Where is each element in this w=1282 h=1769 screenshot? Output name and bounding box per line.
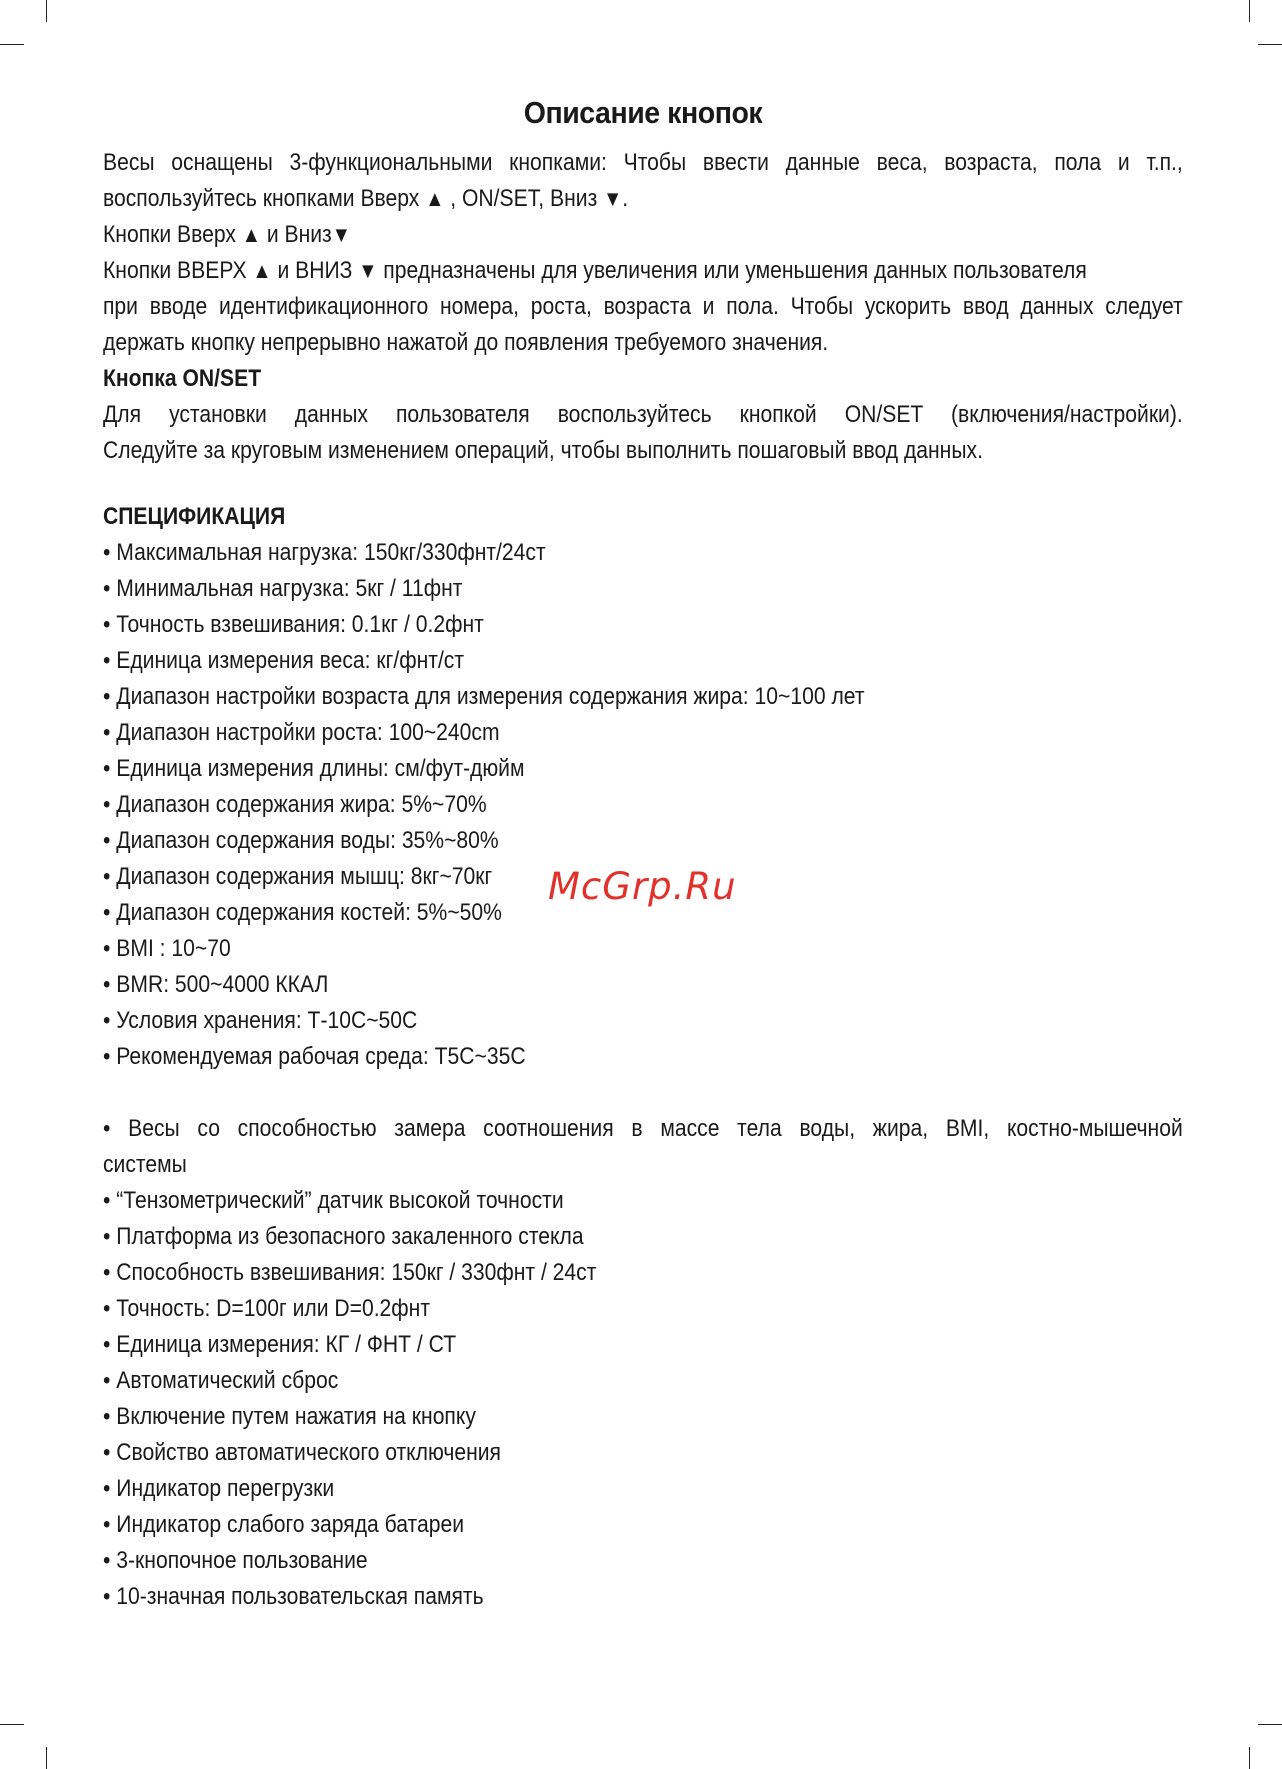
up-arrow-icon: ▲ <box>241 222 261 247</box>
list-item: • Диапазон настройки возраста для измерения содержания жира: 10~100 лет <box>103 683 865 710</box>
list-item: • BMI : 10~70 <box>103 935 231 962</box>
list-item: • Диапазон содержания мышц: 8кг~70кг <box>103 863 493 890</box>
list-item: • Включение путем нажатия на кнопку <box>103 1403 476 1430</box>
list-item: • “Тензометрический” датчик высокой точности <box>103 1187 564 1214</box>
down-arrow-icon: ▼ <box>331 222 351 247</box>
crop-mark <box>1249 1747 1250 1769</box>
list-item: • Условия хранения: Т-10С~50С <box>103 1007 418 1034</box>
list-item: • Максимальная нагрузка: 150кг/330фнт/24ст <box>103 539 546 566</box>
down-arrow-icon: ▼ <box>358 258 378 283</box>
crop-mark <box>46 1747 47 1769</box>
intro-line-2: воспользуйтесь кнопками Вверх ▲ , ON/SET, Вниз ▼. <box>103 185 629 212</box>
up-arrow-icon: ▲ <box>252 258 272 283</box>
list-item: • Индикатор перегрузки <box>103 1475 335 1502</box>
list-item: • Платформа из безопасного закаленного стекла <box>103 1223 584 1250</box>
spec-list <box>103 535 1183 1075</box>
list-item: • Точность: D=100г или D=0.2фнт <box>103 1295 431 1322</box>
list-item: • 3-кнопочное пользование <box>103 1547 368 1574</box>
list-item: • 10-значная пользовательская память <box>103 1583 484 1610</box>
up-arrow-icon: ▲ <box>425 186 445 211</box>
updown-line-2: при вводе идентификационного номера, роста, возраста и пола. Чтобы ускорить ввод данных следует <box>103 293 1183 320</box>
crop-mark <box>1258 1724 1282 1725</box>
crop-mark <box>1249 0 1250 22</box>
page-title: Описание кнопок <box>523 95 763 130</box>
crop-mark <box>46 0 47 22</box>
list-item: • Рекомендуемая рабочая среда: Т5С~35С <box>103 1043 526 1070</box>
features-list <box>103 1111 1183 1615</box>
list-item: • BMR: 500~4000 ККАЛ <box>103 971 329 998</box>
list-item: • Единица измерения длины: см/фут-дюйм <box>103 755 525 782</box>
down-arrow-icon: ▼ <box>603 186 623 211</box>
crop-mark <box>0 44 24 45</box>
list-item: • Единица измерения веса: кг/фнт/ст <box>103 647 465 674</box>
onset-line-1: Для установки данных пользователя воспользуйтесь кнопкой ON/SET (включения/настройки). <box>103 401 1183 428</box>
list-item: • Диапазон содержания жира: 5%~70% <box>103 791 487 818</box>
onset-heading: Кнопка ON/SET <box>103 365 262 392</box>
updown-line-1: Кнопки ВВЕРХ ▲ и ВНИЗ ▼ предназначены для увеличения или уменьшения данных пользователя <box>103 257 1087 284</box>
list-item: • Диапазон содержания костей: 5%~50% <box>103 899 502 926</box>
spec-heading: СПЕЦИФИКАЦИЯ <box>103 503 286 530</box>
list-item: • Способность взвешивания: 150кг / 330фнт / 24ст <box>103 1259 597 1286</box>
list-item: • Диапазон содержания воды: 35%~80% <box>103 827 499 854</box>
document-page <box>103 95 1183 1615</box>
list-item: • Точность взвешивания: 0.1кг / 0.2фнт <box>103 611 484 638</box>
onset-line-2: Следуйте за круговым изменением операций, чтобы выполнить пошаговый ввод данных. <box>103 437 983 464</box>
updown-heading: Кнопки Вверх ▲ и Вниз▼ <box>103 221 351 248</box>
list-item: • Весы со способностью замера соотношения в массе тела воды, жира, BMI, костно-мышечной <box>103 1115 1183 1142</box>
updown-line-3: держать кнопку непрерывно нажатой до появления требуемого значения. <box>103 329 829 356</box>
list-item: • Свойство автоматического отключения <box>103 1439 501 1466</box>
crop-mark <box>0 1724 24 1725</box>
list-item: • Автоматический сброс <box>103 1367 339 1394</box>
crop-mark <box>1258 44 1282 45</box>
list-item: • Диапазон настройки роста: 100~240cm <box>103 719 500 746</box>
list-item-continuation: системы <box>103 1151 187 1178</box>
list-item: • Индикатор слабого заряда батареи <box>103 1511 465 1538</box>
list-item: • Единица измерения: КГ / ФНТ / СТ <box>103 1331 457 1358</box>
watermark-text: McGrp.Ru <box>548 865 737 908</box>
intro-line-1: Весы оснащены 3-функциональными кнопками: Чтобы ввести данные веса, возраста, пола и т.п., <box>103 149 1183 176</box>
list-item: • Минимальная нагрузка: 5кг / 11фнт <box>103 575 463 602</box>
